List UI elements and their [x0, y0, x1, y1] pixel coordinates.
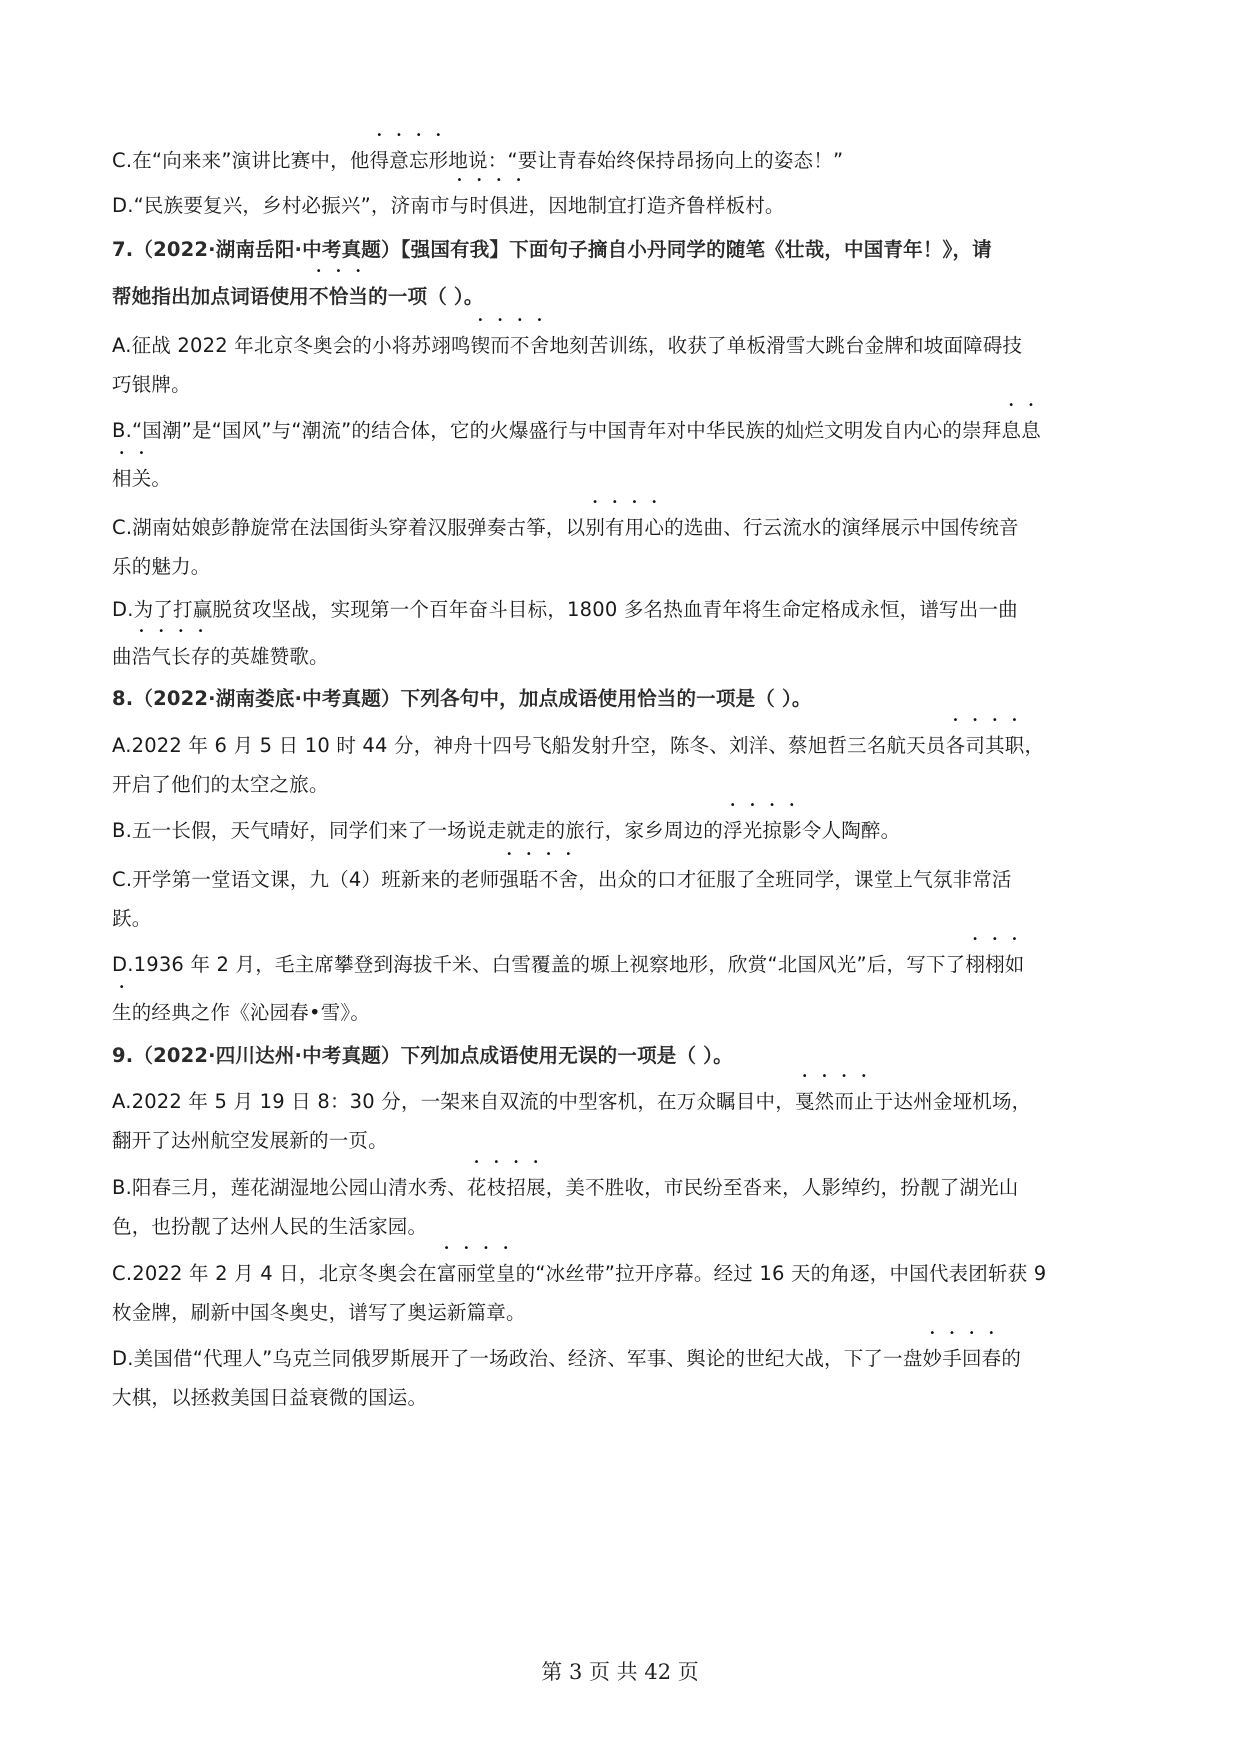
emphasis-dot-char: 恰	[328, 285, 349, 308]
emphasis-dot-char: 忘	[408, 149, 429, 172]
text-segment: B.五一长假，天气晴好，同学们来了一场说走就走的旅行，家乡周边的	[112, 819, 723, 842]
emphasis-dot-char: 存	[190, 645, 211, 668]
text-segment: C.在“向来来”演讲比赛中，他	[112, 149, 370, 172]
emphasis-dot-char: 俱	[489, 194, 509, 217]
text-segment: A.征战 2022 年北京冬奥会的小将苏翊鸣	[112, 334, 471, 357]
text-segment: 令人陶醉。	[801, 819, 901, 842]
emphasis-dot-char: 如	[1004, 953, 1025, 976]
emphasis-dot-char: 形	[428, 149, 449, 172]
text-line	[112, 1214, 427, 1240]
text-line	[112, 906, 151, 932]
text-segment: B.阳春三月，莲花湖湿地公园山清水秀、	[112, 1176, 467, 1199]
text-segment: C.湖南姑娘彭静旋常在法国街头穿着汉服弹奏古筝，以	[112, 516, 586, 539]
text-segment: 巧银牌。	[112, 373, 191, 396]
emphasis-dot-char: 妙	[922, 1347, 943, 1370]
text-segment: 的	[1001, 1347, 1022, 1370]
text-line	[112, 193, 785, 219]
text-line	[112, 1175, 1019, 1201]
emphasized-phrase	[946, 734, 1025, 757]
emphasis-dot-char: 舍	[558, 868, 579, 891]
question-stem-line	[112, 686, 812, 712]
text-segment: 的一项（ ）。	[368, 285, 484, 308]
emphasis-dot-char: 司	[965, 734, 986, 757]
text-line	[112, 818, 900, 844]
text-line	[112, 418, 1041, 444]
emphasis-dot-char: 堂	[476, 1262, 496, 1285]
text-segment: D.为了打赢脱贫攻坚战，实现第一个百年奋斗目标，1800 多名热血青年将生命定格成永恒，谱写出一曲	[112, 598, 1018, 621]
emphasized-phrase	[112, 1001, 132, 1024]
text-segment: 8.（2022·湖南娄底·中考真题）下列各句中，加点成语使用恰当的一项是（ ）。	[112, 687, 812, 710]
emphasis-dot-char: 不	[309, 285, 329, 308]
emphasized-phrase	[965, 953, 1024, 976]
text-line	[112, 597, 1018, 623]
text-segment: 的经典之作《沁园春•雪》。	[131, 1001, 371, 1024]
text-line	[112, 867, 1012, 893]
text-line	[112, 772, 329, 798]
text-line	[112, 1000, 370, 1026]
emphasis-dot-char: 强	[499, 868, 520, 891]
emphasis-dot-char: 招	[506, 1176, 526, 1199]
emphasis-dot-char: 得	[369, 149, 390, 172]
text-segment: 枚金牌，刷新中国冬奥史，谱写了奥运新篇章。	[112, 1301, 526, 1324]
emphasized-phrase	[112, 467, 151, 490]
emphasis-dot-char: 不	[510, 334, 530, 357]
emphasis-dot-char: 掠	[762, 819, 783, 842]
text-segment: ，	[1024, 734, 1045, 757]
text-segment: C.2022 年 2 月 4 日，北京冬奥会在	[112, 1262, 437, 1285]
emphasis-dot-char: 展	[526, 1176, 546, 1199]
emphasis-dot-char: 枝	[486, 1176, 507, 1199]
text-segment: 曲	[112, 645, 132, 668]
text-line	[112, 644, 329, 670]
text-line	[112, 952, 1024, 978]
emphasis-dot-char: 其	[985, 734, 1005, 757]
text-segment: 乐的魅力。	[112, 555, 211, 578]
emphasis-dot-char: 然	[814, 1090, 835, 1113]
emphasis-dot-char: 舍	[529, 334, 550, 357]
emphasis-dot-char: 生	[112, 1001, 132, 1024]
text-segment: D.“民族要复兴，乡村必振兴”，济南市	[112, 194, 450, 217]
text-line	[112, 1385, 427, 1411]
text-segment: 翻开了达州航空发展新的一页。	[112, 1129, 388, 1152]
emphasis-dot-char: 富	[436, 1262, 457, 1285]
emphasis-dot-char: 有	[605, 516, 625, 539]
emphasized-phrase	[499, 868, 578, 891]
text-line	[112, 515, 1019, 541]
text-segment: C.开学第一堂语文课，九（4）班新来的老师	[112, 868, 500, 891]
text-segment: 的英雄赞歌。	[210, 645, 329, 668]
emphasized-phrase	[437, 1262, 516, 1285]
emphasis-dot-char: 时	[469, 194, 490, 217]
text-line	[112, 733, 1044, 759]
emphasis-dot-char: 浮	[722, 819, 743, 842]
emphasis-dot-char: 丽	[456, 1262, 477, 1285]
emphasis-dot-char: 而	[834, 1090, 855, 1113]
emphasized-phrase	[795, 1090, 874, 1113]
question-stem-line	[112, 237, 992, 263]
page-footer: 第 3 页 共 42 页	[541, 1660, 699, 1684]
emphasized-phrase	[370, 149, 449, 172]
emphasis-dot-char: 各	[945, 734, 966, 757]
emphasized-phrase	[585, 516, 664, 539]
text-segment: 色，也扮靓了达州人民的生活家园。	[112, 1215, 428, 1238]
text-segment: 地说：“要让青春始终保持昂扬向上的姿态！”	[448, 149, 844, 172]
text-segment: 的选曲、行云流水的演绎展示中国传统音	[664, 516, 1019, 539]
emphasis-dot-char: 回	[961, 1347, 982, 1370]
emphasis-dot-char: 长	[171, 645, 191, 668]
emphasis-dot-char: 意	[389, 149, 409, 172]
emphasized-phrase	[467, 1176, 546, 1199]
text-segment: 于达州金垭机场，	[873, 1090, 1032, 1113]
text-segment: 7.（2022·湖南岳阳·中考真题）【强国有我】下面句子摘自小丹同学的随笔《壮哉，中国青年！》，请	[112, 238, 992, 261]
emphasized-phrase	[471, 334, 550, 357]
emphasis-dot-char: 花	[466, 1176, 487, 1199]
text-line	[112, 466, 171, 492]
text-line	[112, 1261, 1046, 1287]
emphasis-dot-char: 别	[585, 516, 606, 539]
text-line	[112, 148, 843, 174]
text-segment: 地刻苦训练，收获了单板滑雪大跳台金牌和坡面障碍技	[549, 334, 1023, 357]
emphasized-phrase	[723, 819, 802, 842]
emphasis-dot-char: 职	[1004, 734, 1025, 757]
emphasized-phrase	[1002, 419, 1041, 442]
text-segment: 大棋，以拯救美国日益衰微的国运。	[112, 1386, 428, 1409]
text-segment: 的“冰丝带”拉开序幕。经过 16 天的角逐，中国代表团斩获 9	[515, 1262, 1047, 1285]
emphasis-dot-char: 春	[981, 1347, 1002, 1370]
text-line	[112, 1128, 388, 1154]
emphasis-dot-char: 息	[1021, 419, 1041, 442]
text-segment: ，出众的口才征服了全班同学，课堂上气氛非常活	[578, 868, 1012, 891]
emphasis-dot-char: 关	[131, 467, 152, 490]
emphasized-phrase	[923, 1347, 1002, 1370]
text-segment: ，因地制宜打造齐鲁样板村。	[528, 194, 785, 217]
emphasis-dot-char: 聒	[519, 868, 539, 891]
emphasis-dot-char: 而	[490, 334, 511, 357]
emphasis-dot-char: 心	[644, 516, 665, 539]
emphasis-dot-char: 栩	[985, 953, 1005, 976]
emphasis-dot-char: 栩	[965, 953, 986, 976]
emphasis-dot-char: 浩	[131, 645, 152, 668]
emphasis-dot-char: 戛	[794, 1090, 815, 1113]
emphasis-dot-char: 气	[151, 645, 172, 668]
emphasis-dot-char: 不	[538, 868, 559, 891]
emphasis-dot-char: 用	[624, 516, 645, 539]
question-stem-line	[112, 1043, 733, 1069]
text-segment: 跃。	[112, 907, 152, 930]
emphasis-dot-char: 息	[1001, 419, 1022, 442]
text-line	[112, 333, 1022, 359]
emphasis-dot-char: 手	[942, 1347, 962, 1370]
text-segment: ，美不胜收，市民纷至沓来，人影绰约，扮靓了湖光山	[545, 1176, 1019, 1199]
emphasized-phrase	[450, 194, 529, 217]
emphasis-dot-char: 相	[112, 467, 132, 490]
emphasis-dot-char: 锲	[470, 334, 491, 357]
emphasis-dot-char: 与	[449, 194, 470, 217]
text-line	[112, 372, 191, 398]
text-segment: D.美国借“代理人”乌克兰同俄罗斯展开了一场政治、经济、军事、舆论的世纪大战，下了一盘	[112, 1347, 923, 1370]
text-segment: A.2022 年 6 月 5 日 10 时 44 分，神舟十四号飞船发射升空，陈冬、刘洋、蔡旭哲三名航天员	[112, 734, 946, 757]
emphasis-dot-char: 止	[854, 1090, 874, 1113]
text-line	[112, 1089, 1031, 1115]
emphasis-dot-char: 进	[508, 194, 529, 217]
text-segment: A.2022 年 5 月 19 日 8：30 分，一架来自双流的中型客机，在万众瞩目中，	[112, 1090, 795, 1113]
emphasis-dot-char: 光	[742, 819, 763, 842]
emphasized-phrase	[309, 285, 368, 308]
question-stem-line	[112, 284, 484, 310]
emphasized-phrase	[132, 645, 211, 668]
text-segment: D.1936 年 2 月，毛主席攀登到海拔千米、白雪覆盖的塬上视察地形，欣赏“北国风光”后，写下了	[112, 953, 966, 976]
text-segment: 。	[151, 467, 172, 490]
emphasis-dot-char: 皇	[495, 1262, 516, 1285]
text-line	[112, 554, 211, 580]
text-line	[112, 1346, 1021, 1372]
text-segment: B.“国潮”是“国风”与“潮流”的结合体，它的火爆盛行与中国青年对中华民族的灿烂文明发自内心的崇拜	[112, 419, 1002, 442]
text-line	[112, 1300, 526, 1326]
text-segment: 开启了他们的太空之旅。	[112, 773, 329, 796]
text-segment: 9.（2022·四川达州·中考真题）下列加点成语使用无误的一项是（ ）。	[112, 1044, 733, 1067]
text-segment: 帮她指出加点词语使用	[112, 285, 310, 308]
emphasis-dot-char: 当	[348, 285, 369, 308]
emphasis-dot-char: 影	[782, 819, 802, 842]
